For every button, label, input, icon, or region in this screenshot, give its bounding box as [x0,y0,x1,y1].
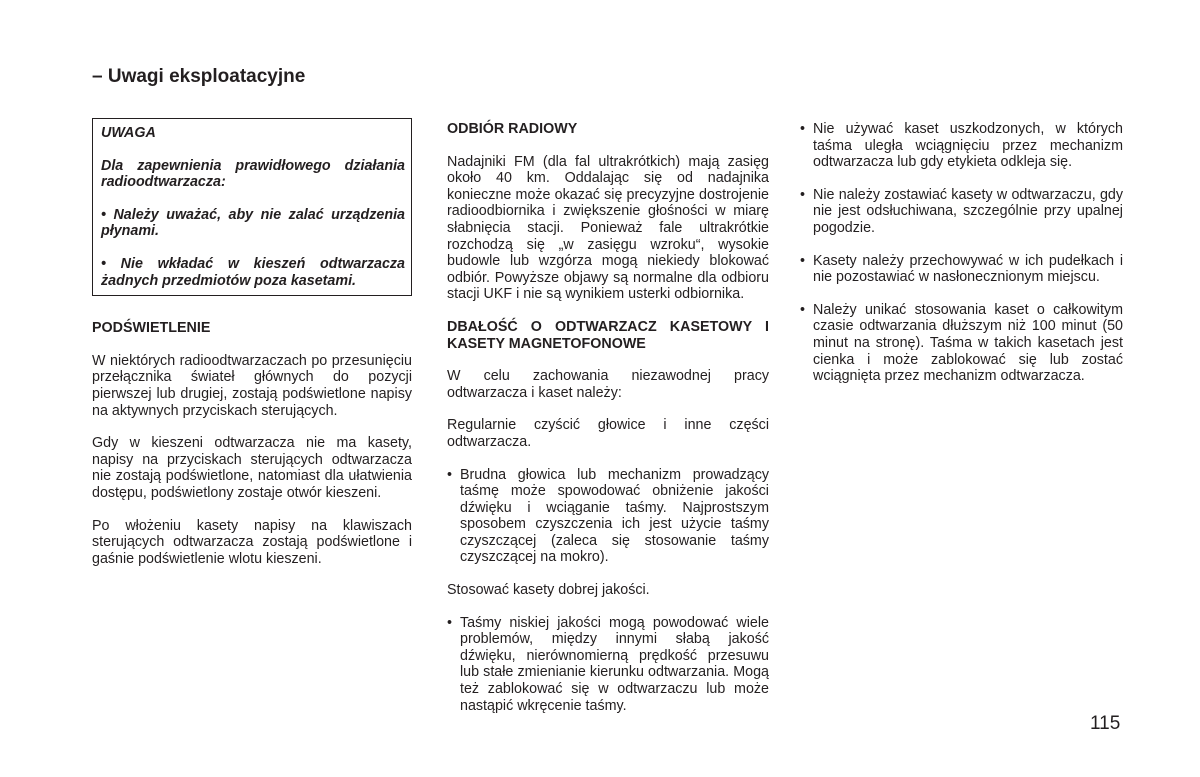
list-item: • Kasety należy przechowywać w ich pudełkach i nie pozostawiać w nasłonecznionym miejscu. [800,253,1123,286]
paragraph: W niektórych radioodtwarzaczach po przesunięciu przełącznika świateł głównych do pozycji pierwszej lub drugiej, zostają podświetlone napisy na aktywnych przyciskach sterujących. [92,352,412,419]
bullet-list [447,615,769,715]
paragraph: Gdy w kieszeni odtwarzacza nie ma kasety, napisy na przyciskach sterujących odtwarzacza nie zostają podświetlone, natomiast dla ułatwienia dostępu, podświetlony zostaje otwór kieszeni. [92,435,412,501]
heading-radio: ODBIÓR RADIOWY [447,121,578,137]
paragraph: Po włożeniu kasety napisy na klawiszach sterujących odtwarzacza zostają podświetlone i gaśnie podświetlenie wlotu kieszeni. [92,517,412,567]
warning-intro: Dla zapewnienia prawidłowego działania radioodtwarzacza: [101,157,405,191]
list-item: • Brudna głowica lub mechanizm prowadzący taśmę może spowodować obniżenie jakości dźwięku i wciąganie taśmy. Najprostszym sposobem czyszczenia ich jest użycie taśmy czyszczącej (zaleca się stosowanie taśmy czyszczącej na mokro). [447,467,769,567]
heading-lighting: PODŚWIETLENIE [92,320,211,337]
warning-title: UWAGA [101,125,156,141]
heading-care: DBAŁOŚĆ O ODTWARZACZ KASETOWY I KASETY MAGNETOFONOWE [447,318,769,352]
section-title: – Uwagi eksploatacyjne [92,66,306,87]
list-item: • Taśmy niskiej jakości mogą powodować wiele problemów, między innymi słabą jakość dźwięku, nierównomierną prędkość przesuwu lub stałe zmienianie kierunku odtwarzania. Mogą też zablokować się w odtwarzaczu lub może nastąpić wkręcenie taśmy. [447,615,769,715]
paragraph: Stosować kasety dobrej jakości. [447,582,650,599]
bullet-list [800,121,1123,385]
bullet-list [447,467,769,567]
paragraph: Regularnie czyścić głowice i inne części odtwarzacza. [447,417,769,450]
column-left [92,118,412,583]
paragraph: W celu zachowania niezawodnej pracy odtwarzacza i kaset należy: [447,368,769,401]
column-right [800,118,1123,401]
list-item: • Nie należy zostawiać kasety w odtwarzaczu, gdy nie jest odsłuchiwana, szczególnie przy upalnej pogodzie. [800,187,1123,237]
page-number: 115 [1090,713,1121,734]
list-item: • Nie używać kaset uszkodzonych, w których taśma uległa wciągnięciu przez mechanizm odtwarzacza lub gdy etykieta odkleja się. [800,121,1123,171]
warning-box [92,118,412,296]
warning-item: • Nie wkładać w kieszeń odtwarzacza żadnych przedmiotów poza kasetami. [101,255,405,289]
warning-item: • Należy uważać, aby nie zalać urządzenia płynami. [101,206,405,240]
list-item: • Należy unikać stosowania kaset o całkowitym czasie odtwarzania dłuższym niż 100 minut (50 minut na stronę). Taśma w takich kasetach jest cienka i może zablokować się lub zostać wciągnięta przez mechanizm odtwarzacza. [800,302,1123,385]
paragraph: Nadajniki FM (dla fal ultrakrótkich) mają zasięg około 40 km. Oddalając się od nadajnika konieczne może okazać się precyzyjne dostrojenie radioodbiornika i zwiększenie głośności w miarę słabnięcia stacji. Ponieważ fale ultrakrótkie rozchodzą się „w zasięgu wzroku“, wysokie budowle lub wzgórza mogą niekiedy blokować odbiór. Powyższe objawy są normalne dla odbioru stacji UKF i nie są wynikiem usterki odbiornika. [447,153,769,303]
column-middle [447,118,769,730]
